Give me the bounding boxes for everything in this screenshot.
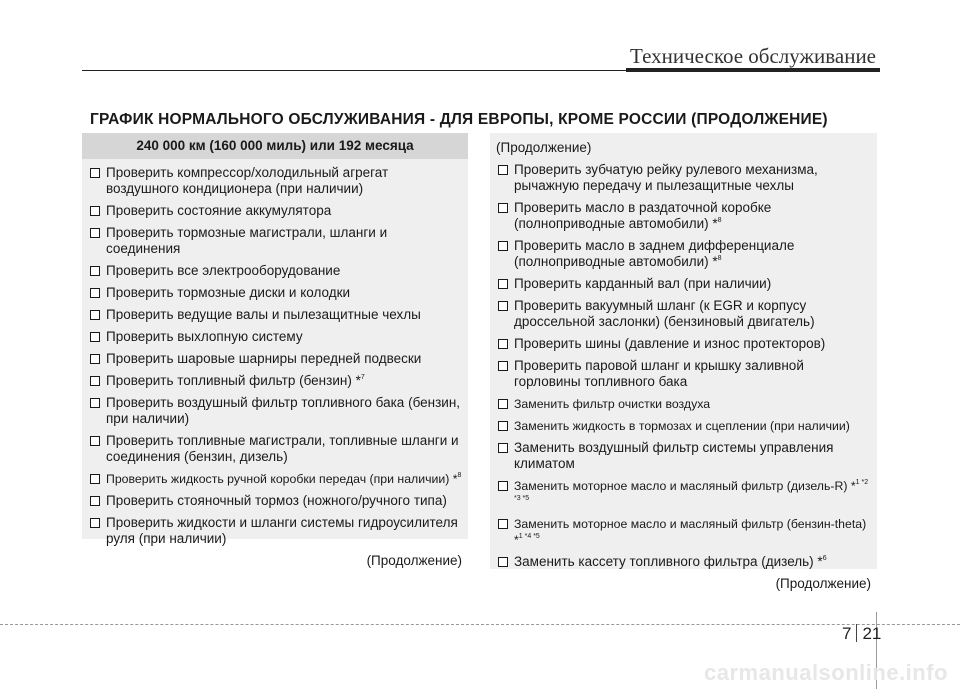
list-item: Проверить вакуумный шланг (к EGR и корпусу дроссельной заслонки) (бензиновый двигатель) — [496, 298, 871, 330]
checkbox-icon — [90, 266, 100, 276]
list-item: Проверить жидкости и шланги системы гидроусилителя руля (при наличии) — [88, 515, 462, 547]
chapter-title: Техническое обслуживание — [630, 44, 876, 68]
checkbox-icon — [498, 557, 508, 567]
list-item: Заменить моторное масло и масляный фильтр (дизель-R) *$^{1 *2 *3 *5}$ — [496, 478, 871, 510]
checkbox-icon — [498, 203, 508, 213]
list-item: Проверить воздушный фильтр топливного бака (бензин, при наличии) — [88, 395, 462, 427]
list-item: Проверить паровой шланг и крышку заливной горловины топливного бака — [496, 358, 871, 390]
checkbox-icon — [90, 228, 100, 238]
checkbox-icon — [498, 443, 508, 453]
checkbox-icon — [498, 241, 508, 251]
list-item: Проверить тормозные магистрали, шланги и соединения — [88, 225, 462, 257]
list-item: Проверить топливные магистрали, топливные шланги и соединения (бензин, дизель) — [88, 433, 462, 465]
list-item: Заменить фильтр очистки воздуха — [496, 396, 871, 412]
checkbox-icon — [90, 474, 100, 484]
checkbox-icon — [498, 399, 508, 409]
checkbox-icon — [90, 332, 100, 342]
watermark: carmanualsonline.info — [704, 660, 948, 685]
right-checklist — [490, 162, 877, 570]
checkbox-icon — [498, 279, 508, 289]
checkbox-icon — [498, 301, 508, 311]
page-number — [842, 624, 881, 644]
list-item: Проверить жидкость ручной коробки передач (при наличии) *$^8$ — [88, 471, 462, 487]
list-item: Проверить зубчатую рейку рулевого механизма, рычажную передачу и пылезащитные чехлы — [496, 162, 871, 194]
list-item: Проверить шаровые шарниры передней подвески — [88, 351, 462, 367]
list-item: Проверить топливный фильтр (бензин) *$^7$ — [88, 373, 462, 389]
list-item: Проверить масло в раздаточной коробке (полноприводные автомобили) *$^8$ — [496, 200, 871, 232]
list-item: Проверить стояночный тормоз (ножного/ручного типа) — [88, 493, 462, 509]
list-item: Проверить тормозные диски и колодки — [88, 285, 462, 301]
list-item: Заменить воздушный фильтр системы управления климатом — [496, 440, 871, 472]
checkbox-icon — [90, 376, 100, 386]
checkbox-icon — [90, 206, 100, 216]
checkbox-icon — [498, 361, 508, 371]
checkbox-icon — [90, 168, 100, 178]
list-item: Проверить состояние аккумулятора — [88, 203, 462, 219]
checkbox-icon — [90, 354, 100, 364]
chapter-number: 7 — [842, 624, 852, 643]
checkbox-icon — [90, 496, 100, 506]
interval-heading: 240 000 км (160 000 миль) или 192 месяца — [82, 133, 468, 159]
page-number-separator — [856, 624, 857, 642]
checkbox-icon — [90, 436, 100, 446]
list-item: Заменить жидкость в тормозах и сцеплении (при наличии) — [496, 418, 871, 434]
checkbox-icon — [498, 519, 508, 529]
list-item: Проверить карданный вал (при наличии) — [496, 276, 871, 292]
list-item: Проверить ведущие валы и пылезащитные чехлы — [88, 307, 462, 323]
list-item: Заменить кассету топливного фильтра (дизель) *$^6$ — [496, 554, 871, 570]
checkbox-icon — [90, 310, 100, 320]
left-column-panel — [82, 133, 468, 568]
left-checklist — [82, 165, 468, 547]
list-item: Проверить компрессор/холодильный агрегат воздушного кондиционера (при наличии) — [88, 165, 462, 197]
checkbox-icon — [498, 421, 508, 431]
checkbox-icon — [90, 398, 100, 408]
right-column-panel — [490, 133, 877, 591]
checkbox-icon — [498, 165, 508, 175]
checkbox-icon — [498, 339, 508, 349]
list-item: Проверить шины (давление и износ протекторов) — [496, 336, 871, 352]
list-item: Проверить масло в заднем дифференциале (полноприводные автомобили) *$^8$ — [496, 238, 871, 270]
page-index: 21 — [862, 624, 882, 643]
continued-note: (Продолжение) — [366, 553, 462, 568]
checkbox-icon — [90, 518, 100, 528]
list-item: Проверить выхлопную систему — [88, 329, 462, 345]
list-item: Проверить все электрооборудование — [88, 263, 462, 279]
continued-note: (Продолжение) — [775, 576, 871, 591]
list-item: Заменить моторное масло и масляный фильтр (бензин-theta) *$^{1 *4 *5}$ — [496, 516, 871, 548]
checkbox-icon — [90, 288, 100, 298]
header-divider-accent — [626, 68, 880, 72]
continued-label: (Продолжение) — [496, 140, 592, 155]
checkbox-icon — [498, 481, 508, 491]
section-title: ГРАФИК НОРМАЛЬНОГО ОБСЛУЖИВАНИЯ - ДЛЯ ЕВРОПЫ, КРОМЕ РОССИИ (ПРОДОЛЖЕНИЕ) — [90, 111, 828, 128]
footer-divider — [0, 624, 960, 625]
